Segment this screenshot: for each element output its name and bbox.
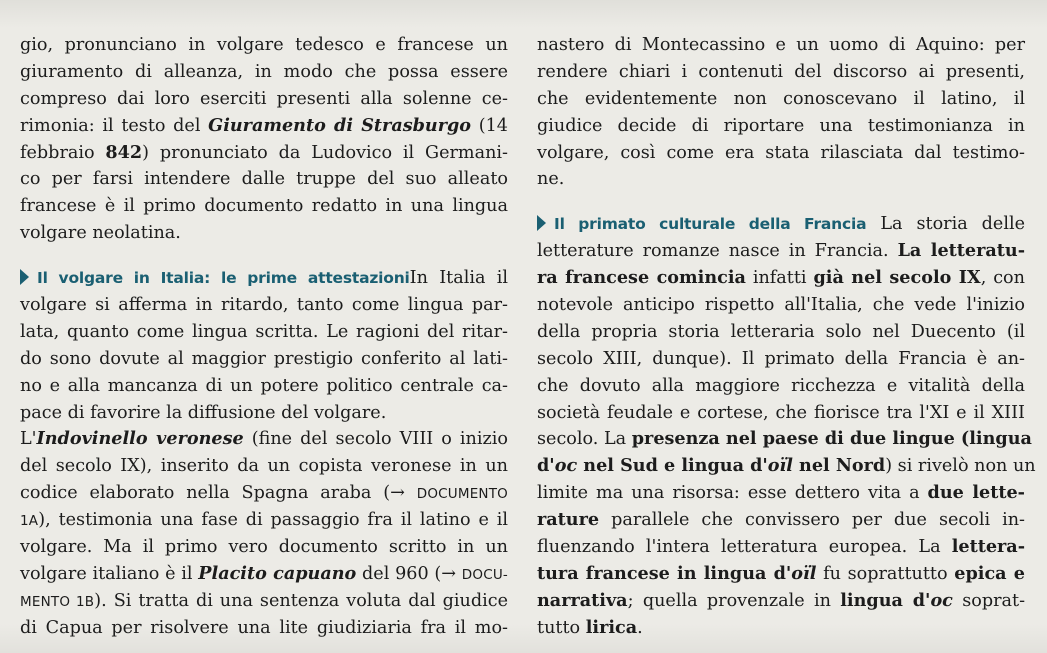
text-line: volgare. Ma il primo vero documento scritto in un — [20, 537, 508, 558]
title-indovinello: Indovinello veronese — [36, 428, 244, 450]
text-line: notevole anticipo rispetto all'Italia, che vede l'inizio — [537, 295, 1025, 316]
section-heading-francia: Il primato culturale della Francia — [554, 215, 867, 234]
document-ref-1b-cont[interactable]: MENTO 1B — [20, 593, 95, 610]
right-column — [537, 32, 1036, 642]
text-line: della propria storia letteraria solo nel Duecento (il — [537, 321, 1025, 342]
text-line: volgare neolatina. — [20, 223, 181, 244]
text-line: rimonia: il testo del Giuramento di Strasburgo (14 — [20, 114, 508, 136]
previous-page-bleed — [0, 0, 1047, 28]
text-line: gio, pronunciano in volgare tedesco e francese un — [20, 35, 508, 55]
text-line: do sono dovute al maggior prestigio conferito al lati- — [20, 348, 508, 369]
text-line: giudice decide di riportare una testimonianza in — [537, 115, 1025, 136]
text-line: ra francese comincia infatti già nel secolo IX, con — [537, 267, 1025, 289]
text-line: società feudale e cortese, che fiorisce tra l'XI e il XIII — [537, 402, 1025, 423]
text-line: L'Indovinello veronese (fine del secolo VIII o inizio — [20, 428, 508, 450]
text-line: fluenzando l'intera letteratura europea. La lettera- — [537, 536, 1025, 558]
section-marker-icon — [537, 215, 546, 231]
text-line: febbraio 842) pronunciato da Ludovico il Germani- — [20, 141, 508, 163]
text-line: co per farsi intendere dalle truppe del suo alleato — [20, 169, 508, 190]
text-line: francese è il primo documento redatto in una lingua — [20, 196, 508, 217]
text-line: volgare si afferma in ritardo, tanto come lingua par- — [20, 295, 508, 316]
text-line: secolo. La presenza nel paese di due lingue (lingua — [537, 428, 1032, 450]
text-line: rendere chiari i contenuti del discorso ai presenti, — [537, 61, 1025, 82]
text-line: di Capua per risolvere una lite giudiziaria fra il mo- — [20, 617, 508, 638]
text-line: che dovuto alla maggiore ricchezza e vitalità della — [537, 375, 1025, 396]
text-line: narrativa; quella provenzale in lingua d'oc soprat- — [537, 589, 1026, 611]
text-line: nastero di Montecassino e un uomo di Aquino: per — [537, 35, 1025, 55]
title-giuramento: Giuramento di Strasburgo — [208, 114, 472, 136]
text-line: volgare italiano è il Placito capuano del 960 (→ DOCU- — [20, 562, 508, 584]
text-line: che evidentemente non conoscevano il latino, il — [537, 88, 1025, 109]
text-line: secolo XIII, dunque). Il primato della Francia è an- — [537, 348, 1025, 369]
text-line: letterature romanze nasce in Francia. La letteratu- — [537, 240, 1025, 262]
text-line: ne. — [537, 169, 565, 190]
date-842: 842 — [105, 141, 143, 163]
text-line: MENTO 1B). Si tratta di una sentenza voluta dal giudice — [20, 590, 508, 611]
document-ref-1b[interactable]: DOCU- — [461, 566, 508, 583]
text-line: rature parallele che convissero per due secoli in- — [537, 509, 1025, 531]
section-heading-line: Il volgare in Italia: le prime attestazioniIn Italia il — [20, 265, 508, 292]
text-line: no e alla mancanza di un potere politico centrale ca- — [20, 375, 508, 396]
text-line: 1A), testimonia una fase di passaggio fra il latino e il — [20, 510, 508, 531]
section-marker-icon — [20, 269, 29, 285]
section-heading-italia: Il volgare in Italia: le prime attestazioni — [37, 269, 410, 288]
text-line: compreso dai loro eserciti presenti alla solenne ce- — [20, 88, 508, 109]
section-heading-line: Il primato culturale della Francia La storia delle — [537, 211, 1025, 238]
left-column — [20, 32, 508, 642]
text-line: volgare, così come era stata rilasciata dal testimo- — [537, 142, 1025, 163]
text-line: codice elaborato nella Spagna araba (→ DOCUMENTO — [20, 483, 508, 504]
text-line: d'oc nel Sud e lingua d'oïl nel Nord) si rivelò non un — [537, 455, 1036, 477]
text-line: tutto lirica. — [537, 616, 643, 638]
document-ref-1a[interactable]: DOCUMENTO — [416, 486, 508, 503]
text-line: limite ma una risorsa: esse dettero vita a due lette- — [537, 482, 1025, 504]
text-line: tura francese in lingua d'oïl fu soprattutto epica e — [537, 562, 1025, 584]
text-line: lata, quanto come lingua scritta. Le ragioni del ritar- — [20, 321, 508, 342]
title-placito: Placito capuano — [198, 562, 357, 584]
document-ref-1a-cont[interactable]: 1A — [20, 513, 39, 530]
text-line: del secolo IX), inserito da un copista veronese in un — [20, 456, 508, 477]
text-line: pace di favorire la diffusione del volgare. — [20, 402, 387, 423]
text-line: giuramento di alleanza, in modo che possa essere — [20, 61, 508, 82]
